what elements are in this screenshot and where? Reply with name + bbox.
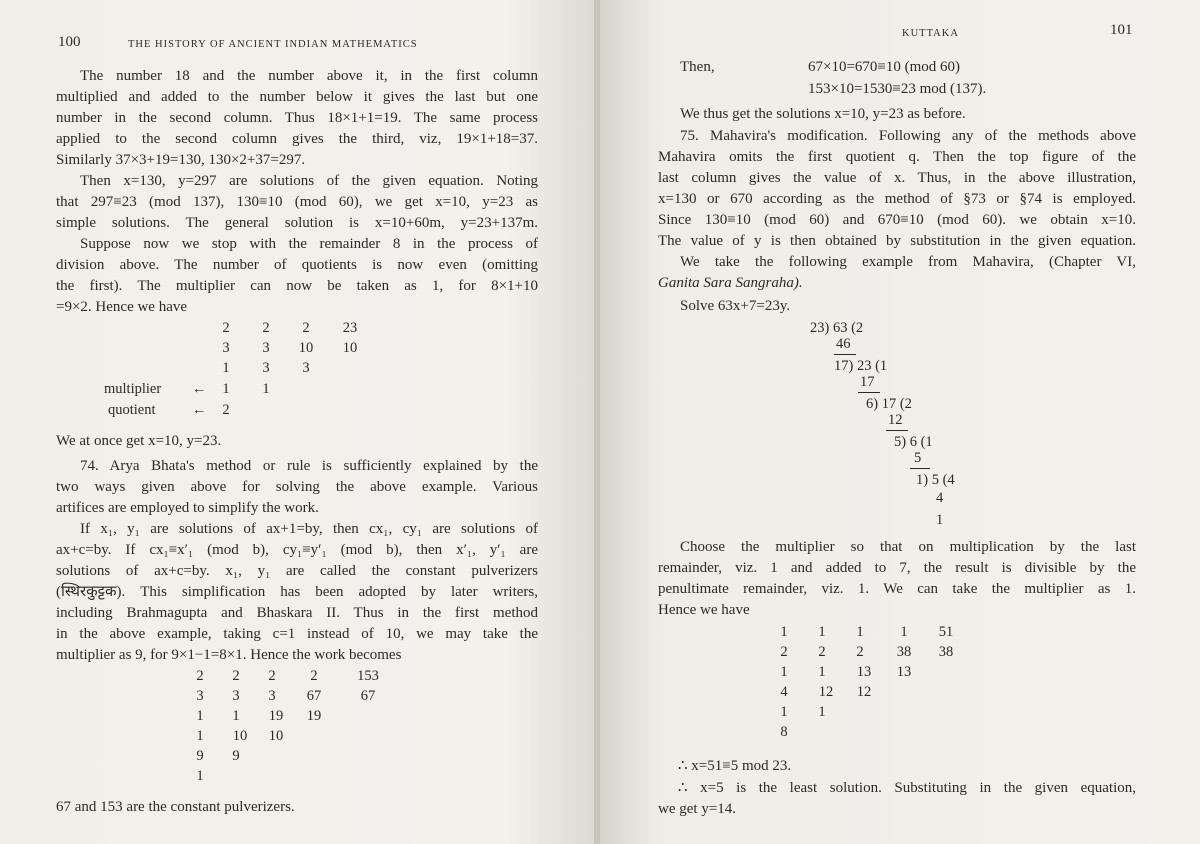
table-cell: 2 [780,644,788,660]
table-cell: 2 [818,644,826,660]
text-line: 75. Mahavira's modification. Following any of the methods above [680,128,1136,144]
text-line: 67 and 153 are the constant pulverizers. [56,799,295,815]
text-line: ax+c=by. If cx₁≡x′₁ (mod b), cy₁≡y′₁ (mod b), then x′₁, y′₁ are [56,542,538,558]
table-cell: 8 [780,724,788,740]
table-cell: 1 [222,360,230,376]
table-cell: 67 [360,688,376,704]
table-cell: 19 [268,708,284,724]
running-head-left: THE HISTORY OF ANCIENT INDIAN MATHEMATICS [128,39,418,50]
text-line: The number 18 and the number above it, in the first column [80,68,538,84]
text-line: solutions of ax+c=by. x₁, y₁ are called the constant pulverizers [56,563,538,579]
text-line: Mahavira omits the first quotient q. Then the top figure of the [658,149,1136,165]
text-line: that 297≡23 (mod 137), 130≡10 (mod 60), we get x=10, y=23 as [56,194,538,210]
table-cell: 10 [232,728,248,744]
table-cell: 13 [896,664,912,680]
text-line: two ways given above for solving the above example. Various [56,479,538,495]
table-cell: 13 [856,664,872,680]
text-line: in the above example, taking c=1 instead of 10, we may take the [56,626,538,642]
text-line: Solve 63x+7=23y. [680,298,791,314]
text-line: multiplier as 9, for 9×1−1=8×1. Hence the work becomes [56,647,402,663]
division-step: 4 [936,490,944,506]
text-line: ∴ x=51≡5 mod 23. [678,758,792,774]
division-step: 23) 63 (2 [810,320,864,336]
table-cell: 2 [310,668,318,684]
division-step: 1) 5 (4 [916,472,955,488]
division-step: 17 [860,374,875,390]
table-cell: 3 [196,688,204,704]
text-line: Suppose now we stop with the remainder 8 in the process of [80,236,538,252]
text-line: Since 130≡10 (mod 60) and 670≡10 (mod 60). we obtain x=10. [658,212,1136,228]
table-cell: 19 [306,708,322,724]
table-cell: 12 [818,684,834,700]
text-line: the first). The multiplier can now be taken as 1, for 8×1+10 [56,278,538,294]
text-line: The value of y is then obtained by substitution in the given equation. [658,233,1136,249]
table-cell: 2 [222,402,230,418]
table-cell: 23 [342,320,358,336]
text-line: we get y=14. [658,801,737,817]
equation-line: 153×10=1530≡23 mod (137). [808,81,987,97]
text-line: division above. The number of quotients is now even (omitting [56,257,538,273]
text-line: Ganita Sara Sangraha). [658,275,803,291]
text-line: Similarly 37×3+19=130, 130×2+37=297. [56,152,306,168]
text-line: last column gives the value of x. Thus, in the above illustration, [658,170,1136,186]
arrow-left-icon: ← [192,402,207,418]
table-cell: 4 [780,684,788,700]
table-cell: 10 [298,340,314,356]
text-line: applied to the second column gives the third, viz, 19×1+18=37. [56,131,538,147]
table-cell: 67 [306,688,322,704]
division-step: 1 [936,512,944,528]
table-cell: 9 [232,748,240,764]
division-step: 17) 23 (1 [834,358,888,374]
pulverizer-table-1 [0,318,598,428]
right-page [600,0,1200,844]
text-line: remainder, viz. 1 and added to 7, the result is divisible by the [658,560,1136,576]
table-cell: 3 [262,360,270,376]
text-line: 74. Arya Bhata's method or rule is sufficiently explained by the [80,458,538,474]
quotient-label: quotient [108,402,156,418]
left-page [0,0,598,844]
text-line: simple solutions. The general solution is x=10+60m, y=23+137m. [56,215,538,231]
text-line: x=130 or 670 according as the method of §73 or §74 is employed. [658,191,1136,207]
table-cell: 1 [818,624,826,640]
table-cell: 1 [856,624,864,640]
table-cell: 2 [856,644,864,660]
table-cell: 51 [938,624,954,640]
division-rule [858,392,880,393]
table-cell: 1 [780,664,788,680]
table-cell: 1 [232,708,240,724]
table-cell: 10 [342,340,358,356]
division-step: 12 [888,412,903,428]
text-line: number in the second column. Thus 18×1+1=19. The same process [56,110,538,126]
multiplier-label: multiplier [104,381,162,397]
division-step: 5) 6 (1 [894,434,933,450]
table-cell: 2 [268,668,276,684]
table-cell: 38 [938,644,954,660]
table-cell: 1 [780,704,788,720]
division-rule [834,354,856,355]
table-cell: 1 [900,624,908,640]
text-line: ∴ x=5 is the least solution. Substituting in the given equation, [678,780,1136,796]
table-cell: 3 [268,688,276,704]
division-rule [910,468,930,469]
text-line: Then x=130, y=297 are solutions of the given equation. Noting [80,173,538,189]
table-cell: 12 [856,684,872,700]
arrow-left-icon: ← [192,381,207,397]
text-line: Then, [680,59,715,75]
table-cell: 2 [302,320,310,336]
text-line: Hence we have [658,602,750,618]
text-line: artifices are employed to simplify the work. [56,500,319,516]
pulverizer-table-2 [0,666,598,790]
division-rule [886,430,908,431]
division-ladder [600,318,1200,530]
table-cell: 1 [780,624,788,640]
text-line: (स्थिरकुट्टक). This simplification has been adopted by later writers, [56,584,538,600]
table-cell: 38 [896,644,912,660]
table-cell: 1 [196,768,204,784]
table-cell: 2 [222,320,230,336]
running-head-right: KUTTAKA [902,28,959,39]
page-number-left: 100 [58,34,81,50]
text-line: If x₁, y₁ are solutions of ax+1=by, then cx₁, cy₁ are solutions of [80,521,538,537]
table-cell: 2 [232,668,240,684]
text-line: multiplied and added to the number below it gives the last but one [56,89,538,105]
table-cell: 2 [196,668,204,684]
table-cell: 10 [268,728,284,744]
table-cell: 1 [818,664,826,680]
pulverizer-table-3 [600,622,1200,746]
table-cell: 1 [222,381,230,397]
text-line: penultimate remainder, viz. 1. We can take the multiplier as 1. [658,581,1136,597]
table-cell: 1 [262,381,270,397]
table-cell: 2 [262,320,270,336]
division-step: 46 [836,336,851,352]
page-number-right: 101 [1110,22,1133,38]
equation-line: 67×10=670≡10 (mod 60) [808,59,961,75]
table-cell: 153 [357,668,379,684]
text-line: =9×2. Hence we have [56,299,188,315]
text-line: We at once get x=10, y=23. [56,433,222,449]
division-step: 6) 17 (2 [866,396,912,412]
table-cell: 1 [196,708,204,724]
table-cell: 3 [222,340,230,356]
division-step: 5 [914,450,922,466]
table-cell: 3 [232,688,240,704]
text-line: We thus get the solutions x=10, y=23 as before. [680,106,966,122]
text-line: including Brahmagupta and Bhaskara II. Thus in the first method [56,605,538,621]
table-cell: 9 [196,748,204,764]
table-cell: 3 [262,340,270,356]
table-cell: 1 [196,728,204,744]
table-cell: 3 [302,360,310,376]
text-line: We take the following example from Mahavira, (Chapter VI, [680,254,1136,270]
table-cell: 1 [818,704,826,720]
text-line: Choose the multiplier so that on multiplication by the last [680,539,1136,555]
